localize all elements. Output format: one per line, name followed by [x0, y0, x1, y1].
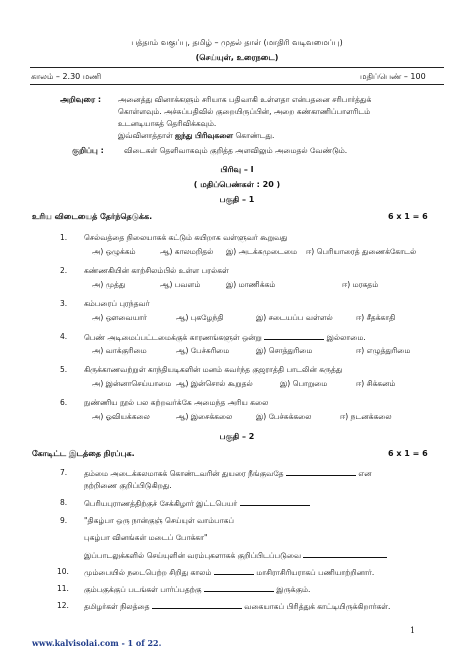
question-text-pre: பெண் அடிமைப்பட்டமைக்குக் காரணங்களுள் ஒன்று	[84, 333, 262, 342]
option-d: ஈ) நடனக்கலை	[340, 412, 392, 421]
question-number: 10.	[57, 567, 69, 576]
part-1-title: பகுதி – 1	[219, 195, 255, 204]
question-number: 4.	[60, 332, 68, 341]
part-2-heading: கோடிட்ட இடத்தை நிரப்புக.	[32, 449, 135, 458]
option-a: அ) முத்து	[92, 280, 126, 289]
source-footer-link[interactable]: www.kalvisolai.com - 1 of 22.	[32, 638, 162, 648]
option-c: இ) அடக்கமுடைமை	[226, 247, 298, 256]
option-d: ஈ) பெரியாரைத் துணைக்கோடல்	[306, 247, 417, 256]
section-name: பிரிவு – I	[220, 165, 254, 174]
option-c: இ) பொறுமை	[280, 379, 328, 388]
answer-blank[interactable]	[240, 498, 310, 506]
question-text-post: இல்லாமை.	[326, 333, 366, 342]
question-text: கம்பரைப் புரந்தவர்	[84, 299, 150, 308]
question-number: 5.	[60, 365, 68, 374]
answer-blank[interactable]	[152, 601, 242, 609]
section-marks: ( மதிப்பெண்கள் : 20 )	[193, 180, 281, 189]
option-c: இ) மாணிக்கம்	[226, 280, 276, 289]
advice-line-2: கொள்ளவும். அச்சுப்பதிவில் குறையிருப்பின், அறை கண்காணிப்பாளரிடம்	[118, 107, 371, 116]
header-bottom-rule	[30, 84, 444, 85]
part-2-score: 6 x 1 = 6	[388, 449, 428, 458]
question-number: 6.	[60, 398, 68, 407]
verse-line-2: புகழ்பா வினங்கள் மடைப் போக்கா"	[84, 533, 208, 542]
question-number: 7.	[60, 468, 68, 477]
option-a: அ) இன்னாசெய்யாமை	[92, 379, 172, 388]
option-d: ஈ) சீதக்காதி	[356, 313, 396, 322]
part-1-heading: உரிய விடையைத் தேர்ந்தெடுக்க.	[32, 212, 153, 221]
question-text	[84, 567, 374, 578]
verse-line-1: "திகழ்பா ஒரு நான்குஞ் செய்யுள் வாம்பாகப்	[84, 516, 235, 525]
question-text	[84, 498, 310, 509]
question-text: கண்ணகியின் காற்சிலம்பில் உள்ள பரல்கள்	[84, 266, 229, 275]
answer-blank[interactable]	[303, 550, 387, 558]
advice-label: அறிவுரை :	[60, 95, 102, 104]
advice-line-4-post: கொண்டது.	[235, 131, 275, 140]
question-text: செல்வத்தை நிலையாகக் கட்டும் கயிறாக வள்ளுவர் கூறுவது	[84, 233, 288, 242]
question-text-pre: இப்பாடலுக்களில் செய்யுளின் வரம்புகளாகக் குறிப்பிடப்படுவை	[84, 551, 302, 560]
question-text	[84, 584, 310, 595]
question-text-post: என	[358, 469, 372, 478]
option-d: ஈ) சிக்கனம்	[356, 379, 396, 388]
question-number: 2.	[60, 266, 68, 275]
paper-subtitle: (செய்யுள், உரைநடை)	[195, 53, 279, 62]
question-text	[84, 468, 371, 479]
part-2-title: பகுதி – 2	[219, 432, 255, 441]
question-text	[84, 332, 366, 343]
option-a: அ) ஒழுக்கம்	[92, 247, 136, 256]
note-text: விடைகள் தெளிவாகவும் குறித்த அளவிலும் அமைதல் வேண்டும்.	[124, 146, 348, 155]
header-top-rule	[30, 67, 444, 68]
answer-blank[interactable]	[286, 468, 356, 476]
option-b: ஆ) காலமறிதல்	[160, 247, 214, 256]
option-b: ஆ) இன்சொல் கூறுதல்	[176, 379, 253, 388]
advice-line-1: அனைத்து வினாக்களும் சரியாக பதிவாகி உள்ளதா என்பதனை சரிபார்த்துக்	[118, 95, 372, 104]
question-text-continued: நற்றிணை குறிப்பிடுகிறது.	[84, 481, 172, 490]
note-label: குறிப்பு :	[72, 146, 104, 155]
option-b: ஆ) புகழேந்தி	[176, 313, 224, 322]
option-a: அ) ஔவையார்	[92, 313, 147, 322]
advice-line-4-pre: இவ்வினாத்தாள்	[118, 131, 173, 140]
question-number: 8.	[60, 498, 68, 507]
option-a: அ) ஓவியக்கலை	[92, 412, 150, 421]
question-text	[84, 601, 390, 612]
part-1-score: 6 x 1 = 6	[388, 212, 428, 221]
question-text-pre: பெரியபுராணத்திற்குச் சேக்கிழார் இட்டபெயர்	[84, 499, 238, 508]
question-text: கிருக்காணவற்றுள் காந்தியடிகளின் மனம் கவர்ந்த குஜராத்தி பாடலின் கருத்து	[84, 365, 343, 374]
option-c: இ) சடையப்ப வள்ளல்	[256, 313, 333, 322]
option-b: ஆ) பவளம்	[160, 280, 201, 289]
answer-blank[interactable]	[264, 332, 324, 340]
option-c: இ) சொத்துரிமை	[256, 346, 313, 355]
question-text-post: இருக்கும்.	[276, 585, 311, 594]
option-d: ஈ) எழுத்துரிமை	[356, 346, 411, 355]
question-number: 11.	[57, 584, 69, 593]
option-b: ஆ) இசைக்கலை	[176, 412, 233, 421]
question-number: 3.	[60, 299, 68, 308]
question-text-pre: தம்மை அடைக்கலமாகக் கொண்டவரின் துயரை நீங்குவதே	[84, 469, 284, 478]
total-marks: மதிப்பெண் – 100	[360, 72, 426, 81]
exam-duration: காலம் – 2.30 மணி	[31, 72, 102, 81]
advice-line-4	[118, 131, 274, 141]
page-number: 1	[410, 626, 416, 635]
paper-title: பத்தாம் வகுப்பு, தமிழ் – முதல் தாள் (மாதிரி வடிவமைப்பு)	[131, 38, 343, 47]
option-c: இ) பேச்சுக்கலை	[256, 412, 312, 421]
option-d: ஈ) மரகதம்	[342, 280, 379, 289]
answer-blank[interactable]	[204, 584, 274, 592]
question-text-pre: தமிழர்கள் நிலத்தை	[84, 602, 150, 611]
advice-line-3: உடனடியாகத் தெரிவிக்கவும்.	[118, 119, 217, 128]
question-text: நுண்ணிய நூல் பல கற்றவர்க்கே அமைந்த அரிய கலை	[84, 398, 269, 407]
option-b: ஆ) பேச்சுரிமை	[176, 346, 230, 355]
question-text-pre: கும்பகுக்குப் படங்கள் பார்ப்பதற்கு	[84, 585, 202, 594]
answer-blank[interactable]	[214, 567, 254, 575]
option-a: அ) வாக்குரிமை	[92, 346, 147, 355]
question-text-pre: மும்பையில் நடைபெற்ற சிறிது காலம்	[84, 568, 212, 577]
question-text-post: மாசிராசிரியராகப் பணியாற்றினார்.	[256, 568, 375, 577]
question-text-post: வகையாகப் பிரித்துக் காட்டியிருக்கிறார்கள்.	[244, 602, 391, 611]
question-number: 12.	[57, 601, 69, 610]
question-number: 9.	[60, 516, 68, 525]
advice-line-4-bold: ஐந்து பிரிவுகளை	[175, 131, 234, 140]
question-text	[84, 550, 387, 561]
question-number: 1.	[60, 233, 68, 242]
